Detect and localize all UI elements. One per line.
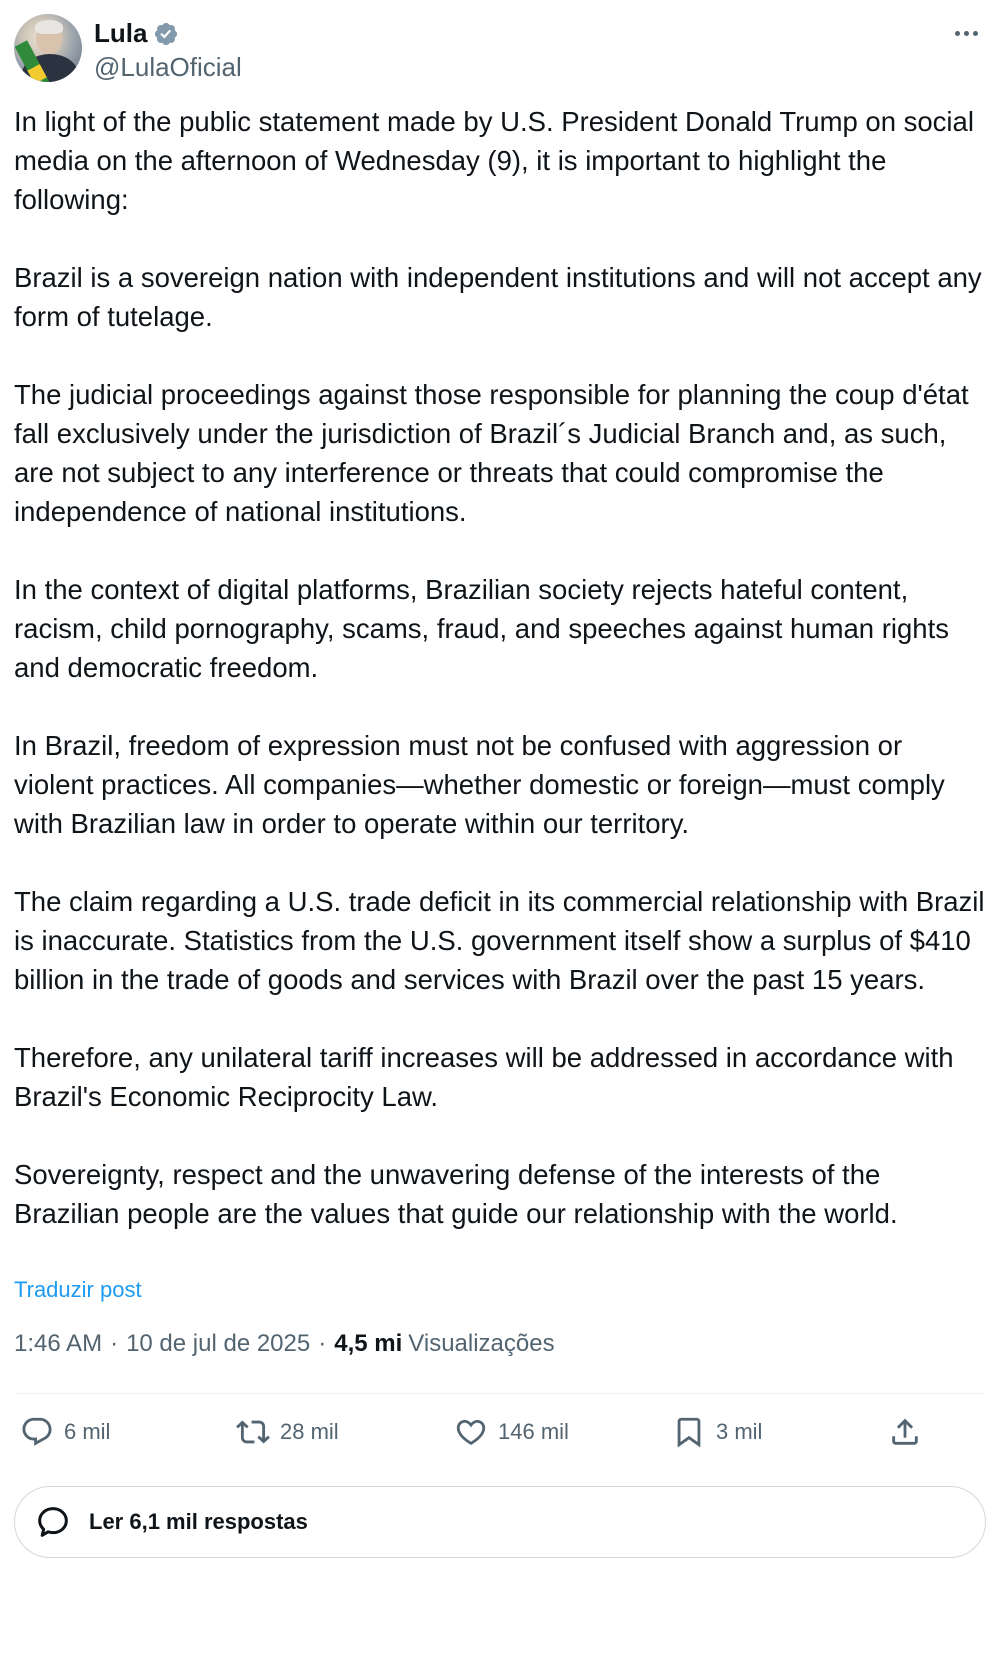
- bookmark-count: 3 mil: [716, 1419, 763, 1444]
- meta-separator: ·: [110, 1330, 119, 1357]
- author-name[interactable]: Lula: [94, 18, 148, 48]
- divider: [14, 1393, 986, 1394]
- author-name-row: [94, 18, 179, 49]
- action-bar: [14, 1410, 986, 1454]
- post-paragraph: The judicial proceedings against those responsible for planning the coup d'état fall exclusively under the jurisdiction of Brazil´s Judicial Branch and, as such, are not subject to any interference or threats that could compromise the independence of national institutions.: [14, 379, 969, 527]
- post-paragraph: The claim regarding a U.S. trade deficit in its commercial relationship with Brazil is inaccurate. Statistics from the U.S. government itself show a surplus of $410 billion in the trade of goods and services with Brazil over the past 15 years.: [14, 886, 985, 995]
- share-icon: [888, 1415, 922, 1449]
- post-time[interactable]: 1:46 AM: [14, 1330, 103, 1357]
- views-count: 4,5 mi: [334, 1330, 403, 1357]
- repost-count: 28 mil: [280, 1419, 339, 1444]
- author-handle[interactable]: @LulaOficial: [94, 52, 242, 82]
- read-replies-label: Ler 6,1 mil respostas: [89, 1509, 308, 1534]
- reply-icon: [20, 1415, 54, 1449]
- post-paragraph: In light of the public statement made by U.S. President Donald Trump on social media on the afternoon of Wednesday (9), it is important to highlight the following:: [14, 106, 974, 215]
- post-paragraph: Sovereignty, respect and the unwavering defense of the interests of the Brazilian people are the values that guide our relationship with the world.: [14, 1159, 898, 1229]
- bookmark-button[interactable]: [672, 1410, 762, 1454]
- post-meta: [14, 1330, 555, 1358]
- like-button[interactable]: [454, 1410, 569, 1454]
- reply-button[interactable]: [20, 1410, 110, 1454]
- post-paragraph: Therefore, any unilateral tariff increases will be addressed in accordance with Brazil's Economic Reciprocity Law.: [14, 1042, 954, 1112]
- verified-badge-icon: [153, 21, 179, 47]
- bookmark-icon: [672, 1415, 706, 1449]
- post-paragraph: In Brazil, freedom of expression must not be confused with aggression or violent practices. All companies—whether domestic or foreign—must comply with Brazilian law in order to operate within our territory.: [14, 730, 945, 839]
- like-count: 146 mil: [498, 1419, 569, 1444]
- avatar[interactable]: [14, 14, 82, 82]
- views-label: Visualizações: [408, 1330, 555, 1357]
- more-icon[interactable]: [946, 20, 986, 46]
- post-header: [14, 14, 986, 84]
- post-paragraph: Brazil is a sovereign nation with independent institutions and will not accept any form of tutelage.: [14, 262, 982, 332]
- post-text: [14, 102, 986, 1233]
- replies-bubble-icon: [31, 1502, 75, 1542]
- translate-post-link[interactable]: Traduzir post: [14, 1277, 142, 1302]
- post-date[interactable]: 10 de jul de 2025: [126, 1330, 311, 1357]
- reply-count: 6 mil: [64, 1419, 111, 1444]
- read-replies-button[interactable]: [14, 1486, 986, 1558]
- meta-separator: ·: [318, 1330, 327, 1357]
- like-icon: [454, 1415, 488, 1449]
- repost-icon: [236, 1415, 270, 1449]
- repost-button[interactable]: [236, 1410, 339, 1454]
- share-button[interactable]: [888, 1410, 922, 1454]
- post-paragraph: In the context of digital platforms, Brazilian society rejects hateful content, racism, child pornography, scams, fraud, and speeches against human rights and democratic freedom.: [14, 574, 949, 683]
